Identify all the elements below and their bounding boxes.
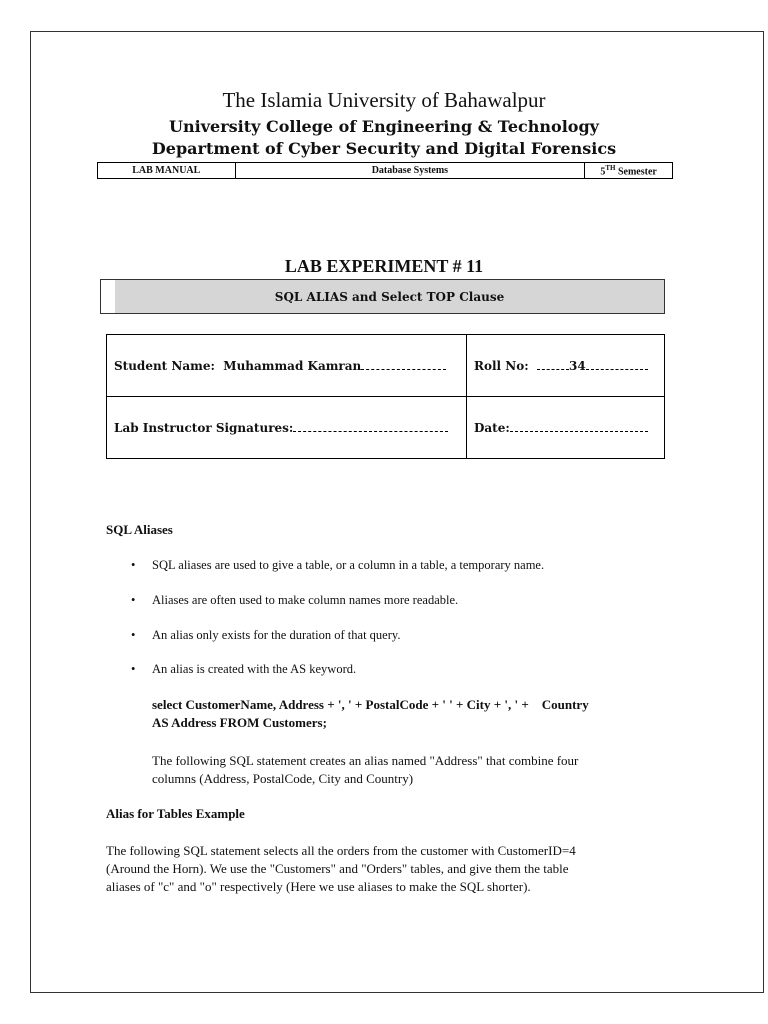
- college-name: University College of Engineering & Technology: [169, 117, 599, 136]
- table-alias-paragraph: [106, 842, 576, 896]
- date-label: Date:: [474, 420, 510, 435]
- roll-underline-left: [537, 361, 569, 370]
- semester-superscript: TH: [605, 163, 616, 172]
- semester-word: Semester: [615, 166, 657, 178]
- semester-cell: [585, 163, 673, 179]
- roll-no-cell: [467, 335, 665, 397]
- section-heading-sql-aliases: SQL Aliases: [106, 522, 173, 537]
- university-name: The Islamia University of Bahawalpur: [222, 88, 546, 112]
- roll-no-value: 34: [569, 358, 586, 373]
- department-name: Department of Cyber Security and Digital Forensics: [151, 139, 617, 158]
- date-cell: [467, 397, 665, 459]
- paragraph-line: columns (Address, PostalCode, City and Country): [152, 771, 414, 786]
- student-info-table: [106, 334, 665, 459]
- instructor-signature-label: Lab Instructor Signatures:: [114, 420, 294, 435]
- bullet-icon: •: [131, 593, 136, 607]
- paragraph-line: The following SQL statement creates an alias named "Address" that combine four: [152, 753, 579, 768]
- course-name: Database Systems: [235, 163, 585, 179]
- paragraph-line: (Around the Horn). We use the "Customers" and "Orders" tables, and give them the table: [106, 861, 569, 876]
- bullet-icon: •: [131, 558, 136, 572]
- section-heading-table-alias: Alias for Tables Example: [106, 806, 245, 821]
- bullet-icon: •: [131, 662, 136, 676]
- semester-number: 5: [600, 166, 606, 178]
- code-line: AS Address FROM Customers;: [152, 715, 327, 730]
- signature-underline: [293, 423, 448, 432]
- alias-explanation: [152, 752, 578, 788]
- instructor-signature-cell: [107, 397, 467, 459]
- name-underline: [361, 361, 446, 370]
- bullet-icon: •: [131, 628, 136, 642]
- sql-code-example: [152, 696, 662, 732]
- roll-underline-right: [586, 361, 648, 370]
- student-name-value: Muhammad Kamran: [223, 358, 362, 373]
- date-underline: [510, 423, 648, 432]
- roll-no-label: Roll No:: [474, 358, 529, 373]
- lab-subtitle: SQL ALIAS and Select TOP Clause: [115, 280, 664, 313]
- lab-subtitle-box: [100, 279, 665, 314]
- student-name-label: Student Name:: [114, 358, 215, 373]
- manual-info-table: [97, 162, 673, 179]
- paragraph-line: The following SQL statement selects all the orders from the customer with CustomerID=4: [106, 843, 576, 858]
- student-name-cell: [107, 335, 467, 397]
- code-line: select CustomerName, Address + ', ' + PostalCode + ' ' + City + ', ' + Country: [152, 697, 589, 712]
- paragraph-line: aliases of "c" and "o" respectively (Here we use aliases to make the SQL shorter).: [106, 879, 531, 894]
- lab-title: LAB EXPERIMENT # 11: [284, 256, 484, 276]
- manual-label: LAB MANUAL: [98, 163, 236, 179]
